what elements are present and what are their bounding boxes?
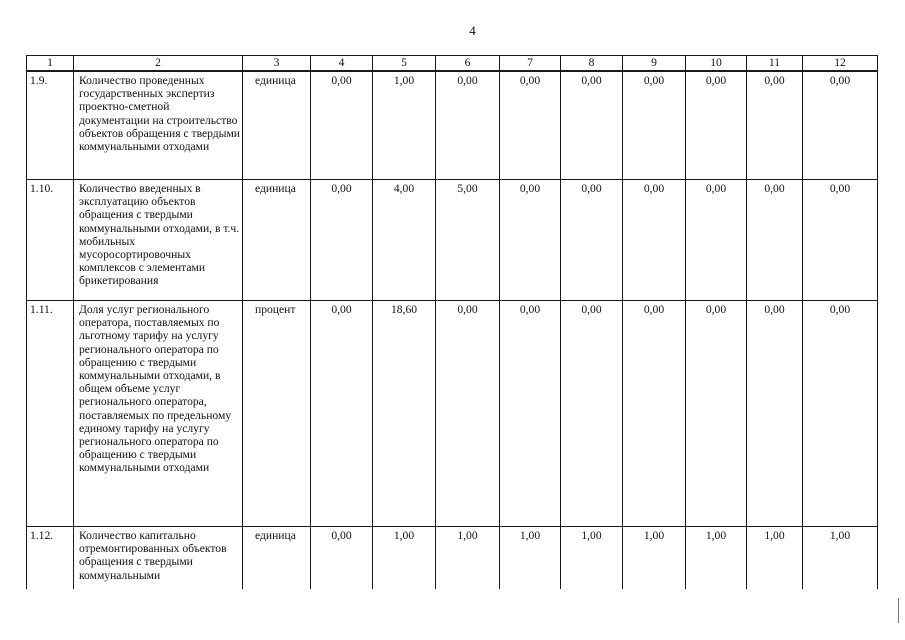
indicator-name: Количество капитально отремонтированных объектов обращения с твердыми коммунальными [74,527,243,590]
unit-cell: единица [243,180,311,301]
unit-cell: единица [243,71,311,180]
value-cell: 0,00 [623,180,686,301]
value-cell: 0,00 [311,301,373,527]
value-cell: 0,00 [803,301,878,527]
value-cell: 1,00 [686,527,747,590]
row-number: 1.9. [27,71,74,180]
row-number: 1.10. [27,180,74,301]
value-cell: 0,00 [561,180,623,301]
value-cell: 0,00 [747,180,803,301]
value-cell: 0,00 [311,180,373,301]
column-header: 8 [561,56,623,72]
scan-edge-mark [898,598,899,623]
value-cell: 4,00 [373,180,436,301]
value-cell: 1,00 [623,527,686,590]
table-row [27,180,878,301]
page-number: 4 [469,23,476,38]
value-cell: 0,00 [500,71,561,180]
column-header: 3 [243,56,311,72]
value-cell: 0,00 [436,301,500,527]
value-cell: 0,00 [686,180,747,301]
column-header: 12 [803,56,878,72]
value-cell: 1,00 [373,527,436,590]
value-cell: 1,00 [803,527,878,590]
row-number: 1.11. [27,301,74,527]
value-cell: 1,00 [373,71,436,180]
column-header: 11 [747,56,803,72]
table-row [27,301,878,527]
column-header: 10 [686,56,747,72]
value-cell: 0,00 [311,527,373,590]
table-row [27,71,878,180]
table-header-row [27,56,878,72]
data-table [26,55,878,589]
row-number: 1.12. [27,527,74,590]
value-cell: 0,00 [561,301,623,527]
indicator-name: Количество введенных в эксплуатацию объектов обращения с твердыми коммунальными отходами, в т.ч. мобильных мусоросортировочных комплексов с элементами брикетирования [74,180,243,301]
value-cell: 0,00 [436,71,500,180]
column-header: 6 [436,56,500,72]
column-header: 1 [27,56,74,72]
value-cell: 1,00 [436,527,500,590]
value-cell: 0,00 [747,301,803,527]
table-row [27,527,878,590]
value-cell: 0,00 [686,301,747,527]
column-header: 9 [623,56,686,72]
indicator-name: Доля услуг регионального оператора, поставляемых по льготному тарифу на услугу регионального оператора по обращению с твердыми коммунальными отходами, в общем объеме услуг регионального оператора, поставляемых по предельному единому тарифу на услугу регионального оператора по обращению с твердыми коммунальными отходами [74,301,243,527]
column-header: 5 [373,56,436,72]
value-cell: 5,00 [436,180,500,301]
value-cell: 0,00 [686,71,747,180]
column-header: 2 [74,56,243,72]
value-cell: 0,00 [747,71,803,180]
value-cell: 1,00 [561,527,623,590]
value-cell: 0,00 [623,301,686,527]
value-cell: 0,00 [311,71,373,180]
value-cell: 0,00 [500,180,561,301]
indicator-name: Количество проведенных государственных экспертиз проектно-сметной документации на строительство объектов обращения с твердыми коммунальными отходами [74,71,243,180]
unit-cell: единица [243,527,311,590]
column-header: 4 [311,56,373,72]
value-cell: 1,00 [747,527,803,590]
unit-cell: процент [243,301,311,527]
value-cell: 1,00 [500,527,561,590]
value-cell: 0,00 [623,71,686,180]
value-cell: 0,00 [803,71,878,180]
value-cell: 0,00 [561,71,623,180]
column-header: 7 [500,56,561,72]
value-cell: 0,00 [500,301,561,527]
value-cell: 0,00 [803,180,878,301]
value-cell: 18,60 [373,301,436,527]
